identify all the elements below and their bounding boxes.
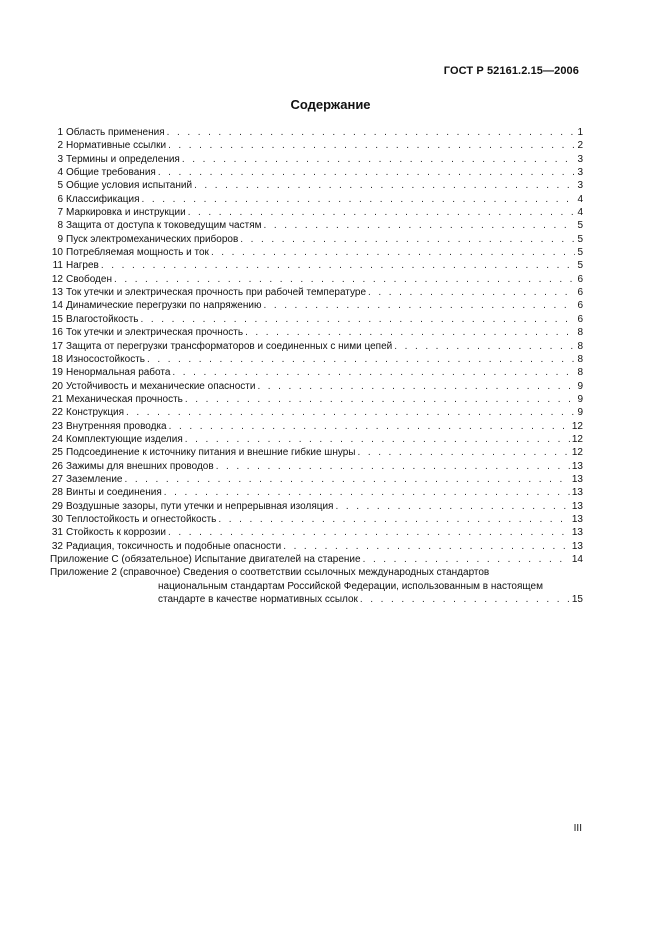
toc-entry[interactable] xyxy=(50,259,583,272)
toc-section-number: 16 xyxy=(51,327,63,339)
toc-leader-dots xyxy=(147,353,575,366)
toc-page-number: 12 xyxy=(571,447,583,459)
toc-section-number: 1 xyxy=(57,127,63,138)
toc-section-number: 24 xyxy=(51,433,63,445)
toc-leader-dots xyxy=(283,540,570,553)
toc-section-title: Динамические перегрузки по напряжению xyxy=(66,300,262,312)
toc-leader-dots xyxy=(363,553,570,566)
toc-leader-dots xyxy=(141,313,576,326)
toc-section-title: Влагостойкость xyxy=(66,313,139,325)
toc-appendix-2-line2 xyxy=(50,580,583,593)
toc-leader-dots xyxy=(167,126,576,139)
toc-entry[interactable] xyxy=(50,393,583,406)
toc-section-number: 30 xyxy=(51,513,63,525)
toc-entry[interactable] xyxy=(50,500,583,513)
toc-page-number: 13 xyxy=(571,513,583,525)
toc-page-number: 13 xyxy=(571,487,583,499)
toc-section-title: Воздушные зазоры, пути утечки и непрерывная изоляция xyxy=(66,500,334,512)
toc-section-number: 26 xyxy=(51,460,63,472)
toc-section-title: Износостойкость xyxy=(66,353,145,365)
toc-appendix-text: Приложение 2 (справочное) Сведения о соответствии ссылочных международных стандартов xyxy=(50,567,490,579)
toc-section-title: Заземление xyxy=(66,473,123,485)
toc-entry[interactable] xyxy=(50,166,583,179)
toc-section-title: Потребляемая мощность и ток xyxy=(66,247,209,259)
toc-leader-dots xyxy=(158,166,576,179)
toc-entry[interactable] xyxy=(50,126,583,139)
toc-entry[interactable] xyxy=(50,473,583,486)
toc-leader-dots xyxy=(257,380,575,393)
toc-entry[interactable] xyxy=(50,446,583,459)
toc-page-number: 3 xyxy=(577,167,583,179)
toc-leader-dots xyxy=(182,153,576,166)
toc-section-title: Механическая прочность xyxy=(66,393,183,405)
toc-section-number: 13 xyxy=(51,287,63,299)
toc-leader-dots xyxy=(114,273,575,286)
toc-page-number: 13 xyxy=(571,473,583,485)
toc-section-number: 10 xyxy=(51,247,63,259)
toc-entry[interactable] xyxy=(50,219,583,232)
toc-page-number: 14 xyxy=(571,554,583,565)
toc-leader-dots xyxy=(194,179,575,192)
toc-section-title: Защита от доступа к токоведущим частям xyxy=(66,220,262,232)
toc-section-number: 20 xyxy=(51,380,63,392)
document-code: ГОСТ Р 52161.2.15—2006 xyxy=(443,65,579,77)
toc-section-title: Область применения xyxy=(66,127,165,138)
toc-entry[interactable] xyxy=(50,433,583,446)
toc-entry[interactable] xyxy=(50,540,583,553)
toc-leader-dots xyxy=(168,139,575,152)
toc-leader-dots xyxy=(142,193,576,206)
toc-section-number: 32 xyxy=(51,540,63,552)
toc-leader-dots xyxy=(240,233,575,246)
toc-page-number: 13 xyxy=(571,540,583,552)
toc-section-number: 29 xyxy=(51,500,63,512)
toc-leader-dots xyxy=(216,460,570,473)
toc-section-number: 3 xyxy=(57,153,63,165)
toc-section-number: 15 xyxy=(51,313,63,325)
toc-section-title: Радиация, токсичность и подобные опасности xyxy=(66,540,282,552)
toc-leader-dots xyxy=(263,299,575,312)
toc-section-number: 2 xyxy=(57,140,63,152)
toc-section-number: 18 xyxy=(51,353,63,365)
toc-leader-dots xyxy=(126,406,575,419)
toc-entry[interactable] xyxy=(50,380,583,393)
toc-section-title: Устойчивость и механические опасности xyxy=(66,380,256,392)
toc-entry[interactable] xyxy=(50,326,583,339)
toc-section-number: 21 xyxy=(51,393,63,405)
toc-leader-dots xyxy=(172,366,575,379)
toc-appendix-c[interactable] xyxy=(50,553,583,566)
toc-page-number: 4 xyxy=(577,193,583,205)
toc-page-number: 3 xyxy=(577,180,583,192)
toc-section-title: Свободен xyxy=(66,273,112,285)
toc-entry[interactable] xyxy=(50,340,583,353)
toc-entry[interactable] xyxy=(50,526,583,539)
toc-leader-dots xyxy=(168,526,570,539)
toc-entry[interactable] xyxy=(50,139,583,152)
toc-leader-dots xyxy=(185,393,576,406)
toc-page-number: 2 xyxy=(577,140,583,152)
toc-entry[interactable] xyxy=(50,153,583,166)
toc-page-number: 5 xyxy=(577,260,583,272)
toc-section-title: Ненормальная работа xyxy=(66,367,171,379)
toc-section-title: Общие условия испытаний xyxy=(66,180,193,192)
toc-page-number: 8 xyxy=(577,367,583,379)
toc-section-title: Теплостойкость и огнестойкость xyxy=(66,513,217,525)
toc-appendix-2-line1[interactable] xyxy=(50,566,583,579)
toc-page-number: 5 xyxy=(577,233,583,245)
toc-page-number: 12 xyxy=(571,433,583,445)
toc-leader-dots xyxy=(335,500,569,513)
toc-section-title: Классификация xyxy=(66,193,140,205)
toc-section-number: 4 xyxy=(57,167,63,179)
toc-page-number: 8 xyxy=(577,353,583,365)
toc-page-number: 8 xyxy=(577,327,583,339)
toc-section-number: 9 xyxy=(57,233,63,245)
toc-page-number: 1 xyxy=(577,127,583,138)
toc-leader-dots xyxy=(245,326,575,339)
toc-page-number: 13 xyxy=(571,460,583,472)
toc-entry[interactable] xyxy=(50,313,583,326)
toc-entry[interactable] xyxy=(50,273,583,286)
toc-leader-dots xyxy=(360,593,570,606)
toc-leader-dots xyxy=(357,446,569,459)
toc-page-number: 6 xyxy=(577,300,583,312)
toc-entry[interactable] xyxy=(50,246,583,259)
toc-entry[interactable] xyxy=(50,353,583,366)
toc-section-number: 19 xyxy=(51,367,63,379)
toc-page-number: 4 xyxy=(577,207,583,219)
toc-section-title: Общие требования xyxy=(66,167,156,179)
toc-entry[interactable] xyxy=(50,513,583,526)
toc-section-title: Комплектующие изделия xyxy=(66,433,183,445)
toc-section-title: Зажимы для внешних проводов xyxy=(66,460,214,472)
toc-leader-dots xyxy=(124,473,569,486)
toc-section-title: Нормативные ссылки xyxy=(66,140,167,152)
toc-leader-dots xyxy=(394,340,575,353)
toc-section-title: Термины и определения xyxy=(66,153,180,165)
table-of-contents xyxy=(50,126,583,606)
toc-section-title: Подсоединение к источнику питания и внешние гибкие шнуры xyxy=(66,447,356,459)
toc-leader-dots xyxy=(188,206,576,219)
toc-section-number: 17 xyxy=(51,340,63,352)
toc-appendix-2-line3[interactable] xyxy=(50,593,583,606)
toc-section-number: 8 xyxy=(57,220,63,232)
toc-section-title: Нагрев xyxy=(66,260,99,272)
toc-entry[interactable] xyxy=(50,193,583,206)
toc-leader-dots xyxy=(211,246,576,259)
toc-section-title: Ток утечки и электрическая прочность xyxy=(66,327,244,339)
toc-leader-dots xyxy=(185,433,570,446)
toc-section-number: 22 xyxy=(51,407,63,419)
toc-entry[interactable] xyxy=(50,299,583,312)
toc-page-number: 12 xyxy=(571,420,583,432)
toc-page-number: 9 xyxy=(577,407,583,419)
page-number-footer: III xyxy=(573,823,582,834)
toc-appendix-text: стандарте в качестве нормативных ссылок xyxy=(158,594,358,606)
toc-section-title: Ток утечки и электрическая прочность при рабочей температуре xyxy=(66,287,367,299)
toc-leader-dots xyxy=(169,420,570,433)
toc-section-title: Пуск электромеханических приборов xyxy=(66,233,239,245)
toc-entry[interactable] xyxy=(50,286,583,299)
toc-section-title: Стойкость к коррозии xyxy=(66,527,166,539)
toc-section-number: 14 xyxy=(51,300,63,312)
toc-page-number: 3 xyxy=(577,153,583,165)
toc-section-title: Внутренняя проводка xyxy=(66,420,167,432)
toc-section-number: 12 xyxy=(51,273,63,285)
toc-page-number: 5 xyxy=(577,220,583,232)
toc-page-number: 6 xyxy=(577,313,583,325)
toc-leader-dots xyxy=(368,286,575,299)
toc-section-number: 31 xyxy=(51,527,63,539)
toc-page-number: 15 xyxy=(571,594,583,606)
toc-leader-dots xyxy=(218,513,569,526)
toc-entry[interactable] xyxy=(50,486,583,499)
toc-section-title: Маркировка и инструкции xyxy=(66,207,186,219)
toc-appendix-text: национальным стандартам Российской Федерации, использованным в настоящем xyxy=(158,580,543,592)
page-title: Содержание xyxy=(290,97,371,112)
toc-page-number: 6 xyxy=(577,287,583,299)
toc-entry[interactable] xyxy=(50,406,583,419)
toc-entry[interactable] xyxy=(50,420,583,433)
toc-section-number: 28 xyxy=(51,487,63,499)
toc-leader-dots xyxy=(164,486,570,499)
toc-leader-dots xyxy=(263,219,575,232)
toc-leader-dots xyxy=(101,259,576,272)
toc-section-title: Винты и соединения xyxy=(66,487,162,499)
toc-page-number: 5 xyxy=(577,247,583,259)
toc-section-number: 25 xyxy=(51,447,63,459)
toc-appendix-text: Приложение С (обязательное) Испытание двигателей на старение xyxy=(50,554,361,565)
toc-entry[interactable] xyxy=(50,206,583,219)
toc-entry[interactable] xyxy=(50,179,583,192)
toc-section-number: 5 xyxy=(57,180,63,192)
toc-page-number: 8 xyxy=(577,340,583,352)
toc-section-number: 6 xyxy=(57,193,63,205)
toc-entry[interactable] xyxy=(50,460,583,473)
toc-section-number: 7 xyxy=(57,207,63,219)
toc-page-number: 9 xyxy=(577,380,583,392)
toc-page-number: 13 xyxy=(571,500,583,512)
toc-page-number: 6 xyxy=(577,273,583,285)
toc-section-number: 27 xyxy=(51,473,63,485)
toc-section-title: Конструкция xyxy=(66,407,125,419)
toc-entry[interactable] xyxy=(50,366,583,379)
toc-section-number: 23 xyxy=(51,420,63,432)
toc-entry[interactable] xyxy=(50,233,583,246)
toc-page-number: 13 xyxy=(571,527,583,539)
toc-section-number: 11 xyxy=(52,260,63,272)
toc-section-title: Защита от перегрузки трансформаторов и соединенных с ними цепей xyxy=(66,340,393,352)
toc-page-number: 9 xyxy=(577,393,583,405)
